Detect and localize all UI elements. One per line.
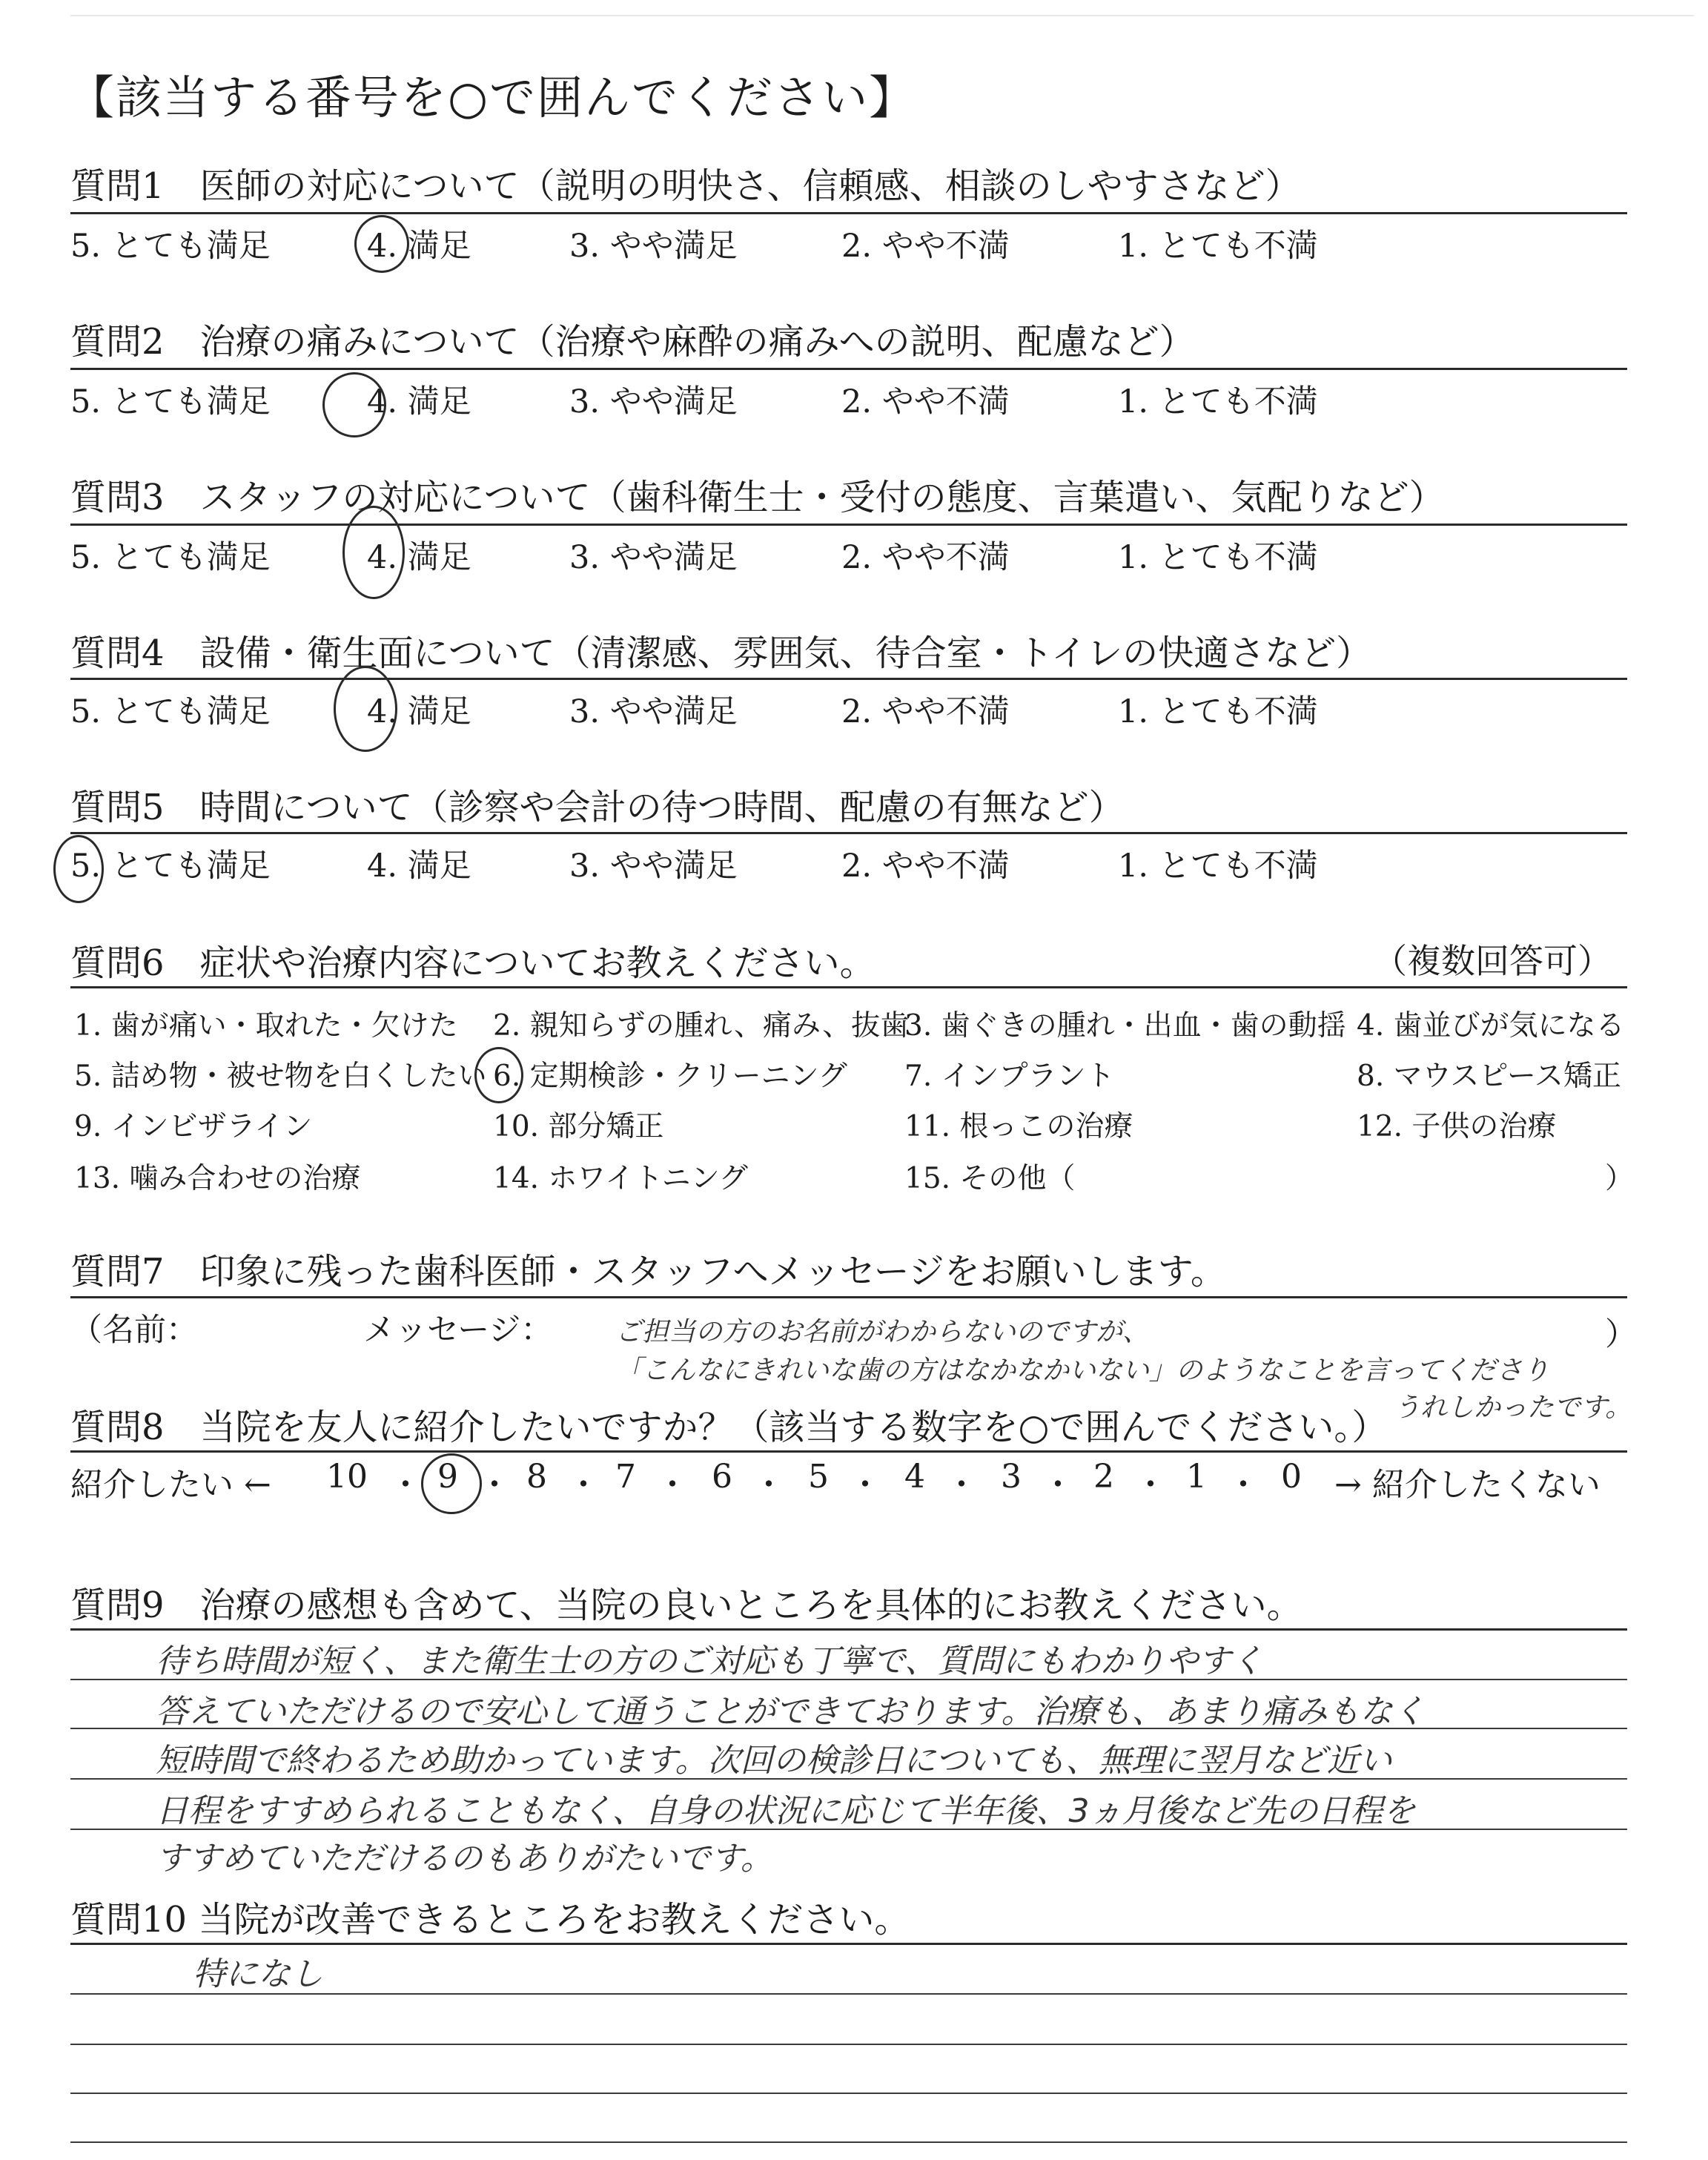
scale-10[interactable]: 10 (326, 1458, 368, 1496)
option-1[interactable]: 1. とても不満 (1118, 539, 1318, 576)
option-2[interactable]: 2. やや不満 (841, 539, 1010, 576)
option-4[interactable]: 4. 満足 (367, 848, 471, 885)
symptom-option-4[interactable]: 4. 歯並びが気になる (1357, 1009, 1625, 1043)
symptom-option-10[interactable]: 10. 部分矯正 (493, 1110, 664, 1143)
handwritten-message-line: うれしかったです。 (1394, 1393, 1632, 1423)
question-title: 質問10 当院が改善できるところをお教えください。 (70, 1899, 910, 1941)
symptom-option-14[interactable]: 14. ホワイトニング (493, 1162, 748, 1195)
handwritten-answer: 特になし (193, 1955, 323, 1993)
symptom-option-12[interactable]: 12. 子供の治療 (1357, 1110, 1557, 1143)
handwritten-message-line: ご担当の方のお名前がわからないのですが、 (615, 1317, 1150, 1347)
handwritten-answer-line: 待ち時間が短く、また衛生士の方のご対応も丁寧で、質問にもわかりやすく (156, 1642, 1264, 1680)
option-3[interactable]: 3. やや満足 (569, 693, 738, 730)
option-5[interactable]: 5. とても満足 (70, 383, 271, 420)
scale-1[interactable]: 1 (1186, 1458, 1207, 1496)
option-5[interactable]: 5. とても満足 (70, 693, 271, 730)
scale-separator: ・ (567, 1466, 600, 1504)
scale-separator: ・ (656, 1466, 689, 1504)
handwritten-answer-line: 短時間で終わるため助かっています。次回の検診日についても、無理に翌月など近い (156, 1742, 1392, 1780)
scale-7[interactable]: 7 (615, 1458, 636, 1496)
scale-9[interactable]: 9 (437, 1458, 458, 1496)
divider (70, 1450, 1627, 1453)
symptom-option-9[interactable]: 9. インビザライン (74, 1110, 313, 1143)
option-2[interactable]: 2. やや不満 (841, 848, 1010, 885)
scale-separator: ・ (752, 1466, 785, 1504)
selection-circle (474, 1047, 523, 1103)
question-title: 質問4 設備・衛生面について（清潔感、雰囲気、待合室・トイレの快適さなど） (70, 633, 1372, 674)
symptom-option-2[interactable]: 2. 親知らずの腫れ、痛み、抜歯 (493, 1009, 910, 1043)
option-3[interactable]: 3. やや満足 (569, 539, 738, 576)
option-5[interactable]: 5. とても満足 (70, 539, 271, 576)
divider (70, 524, 1627, 526)
divider (70, 368, 1627, 370)
selection-circle (334, 666, 397, 752)
option-3[interactable]: 3. やや満足 (569, 848, 738, 885)
question-title: 質問9 治療の感想も含めて、当院の良いところを具体的にお教えください。 (70, 1585, 1302, 1626)
handwritten-answer-line: 答えていただけるので安心して通うことができております。治療も、あまり痛みもなく (156, 1693, 1426, 1731)
divider (70, 1296, 1627, 1298)
scale-6[interactable]: 6 (712, 1458, 732, 1496)
scale-separator: ・ (945, 1466, 978, 1504)
multiple-answers-note: （複数回答可） (1373, 941, 1612, 981)
option-3[interactable]: 3. やや満足 (569, 383, 738, 420)
option-1[interactable]: 1. とても不満 (1118, 228, 1318, 265)
option-1[interactable]: 1. とても不満 (1118, 848, 1318, 885)
symptom-option-13[interactable]: 13. 噛み合わせの治療 (74, 1162, 361, 1195)
symptom-option-3[interactable]: 3. 歯ぐきの腫れ・出血・歯の動揺 (904, 1009, 1346, 1043)
question-title: 質問7 印象に残った歯科医師・スタッフへメッセージをお願いします。 (70, 1251, 1226, 1292)
selection-circle (342, 506, 405, 599)
handwritten-answer-line: 日程をすすめられることもなく、自身の状況に応じて半年後、3ヵ月後など先の日程を (156, 1792, 1416, 1830)
symptom-option-8[interactable]: 8. マウスピース矯正 (1357, 1060, 1621, 1093)
question-title: 質問2 治療の痛みについて（治療や麻酔の痛みへの説明、配慮など） (70, 321, 1195, 363)
scale-separator: ・ (389, 1466, 422, 1504)
scale-4[interactable]: 4 (904, 1458, 925, 1496)
writing-line (70, 2044, 1627, 2045)
divider (70, 678, 1627, 680)
handwritten-answer-line: すすめていただけるのもありがたいです。 (156, 1840, 773, 1877)
message-label: メッセージ： (363, 1312, 553, 1349)
divider (70, 212, 1627, 214)
symptom-option-15[interactable]: 15. その他（ (904, 1162, 1076, 1195)
question-title: 質問6 症状や治療内容についてお教えください。 (70, 942, 875, 984)
divider (70, 1943, 1627, 1945)
selection-circle (421, 1453, 482, 1514)
top-border (70, 15, 1694, 16)
scale-separator: ・ (849, 1466, 881, 1504)
selection-circle (53, 835, 104, 903)
symptom-option-5[interactable]: 5. 詰め物・被せ物を白くしたい (74, 1060, 487, 1093)
option-1[interactable]: 1. とても不満 (1118, 693, 1318, 730)
message-close-paren: ） (1605, 1316, 1637, 1353)
option-4[interactable]: 4. 満足 (367, 228, 471, 265)
option-3[interactable]: 3. やや満足 (569, 228, 738, 265)
question-title: 質問3 スタッフの対応について（歯科衛生士・受付の態度、言葉遣い、気配りなど） (70, 477, 1445, 518)
recommend-right-label: → 紹介したくない (1334, 1466, 1601, 1504)
scale-separator: ・ (478, 1466, 511, 1504)
question-title: 質問1 医師の対応について（説明の明快さ、信頼感、相談のしやすさなど） (70, 165, 1301, 207)
scale-5[interactable]: 5 (808, 1458, 829, 1496)
symptom-option-6[interactable]: 6. 定期検診・クリーニング (493, 1060, 847, 1093)
divider (70, 1628, 1627, 1631)
option-4[interactable]: 4. 満足 (367, 693, 471, 730)
selection-circle (354, 215, 409, 273)
option-5[interactable]: 5. とても満足 (70, 228, 271, 265)
question-title: 質問8 当院を友人に紹介したいですか？（該当する数字を○で囲んでください。） (70, 1407, 1388, 1448)
selection-circle (322, 372, 386, 437)
handwritten-message-line: 「こんなにきれいな歯の方はなかなかいない」のようなことを言ってくださり (615, 1355, 1550, 1386)
scale-3[interactable]: 3 (1001, 1458, 1022, 1496)
symptom-option-1[interactable]: 1. 歯が痛い・取れた・欠けた (74, 1009, 458, 1043)
scale-separator: ・ (1134, 1466, 1167, 1504)
scale-separator: ・ (1042, 1466, 1074, 1504)
option-4[interactable]: 4. 満足 (367, 539, 471, 576)
question-title: 質問5 時間について（診察や会計の待つ時間、配慮の有無など） (70, 787, 1125, 828)
name-label: （名前： (70, 1312, 198, 1349)
option-1[interactable]: 1. とても不満 (1118, 383, 1318, 420)
option-2[interactable]: 2. やや不満 (841, 693, 1010, 730)
scale-separator: ・ (1227, 1466, 1260, 1504)
option-2[interactable]: 2. やや不満 (841, 383, 1010, 420)
divider (70, 986, 1627, 988)
option-2[interactable]: 2. やや不満 (841, 228, 1010, 265)
recommend-left-label: 紹介したい ← (70, 1466, 271, 1504)
scale-2[interactable]: 2 (1093, 1458, 1114, 1496)
symptom-option-7[interactable]: 7. インプラント (904, 1060, 1115, 1093)
other-close-paren: ） (1605, 1162, 1635, 1195)
scale-8[interactable]: 8 (526, 1458, 547, 1496)
option-5[interactable]: 5. とても満足 (70, 848, 271, 885)
writing-line (70, 2093, 1627, 2094)
page-heading: 【該当する番号を○で囲んでください】 (68, 70, 917, 125)
option-4[interactable]: 4. 満足 (367, 383, 471, 420)
writing-line (70, 2141, 1627, 2143)
symptom-option-11[interactable]: 11. 根っこの治療 (904, 1110, 1133, 1143)
divider (70, 832, 1627, 834)
scale-0[interactable]: 0 (1281, 1458, 1302, 1496)
